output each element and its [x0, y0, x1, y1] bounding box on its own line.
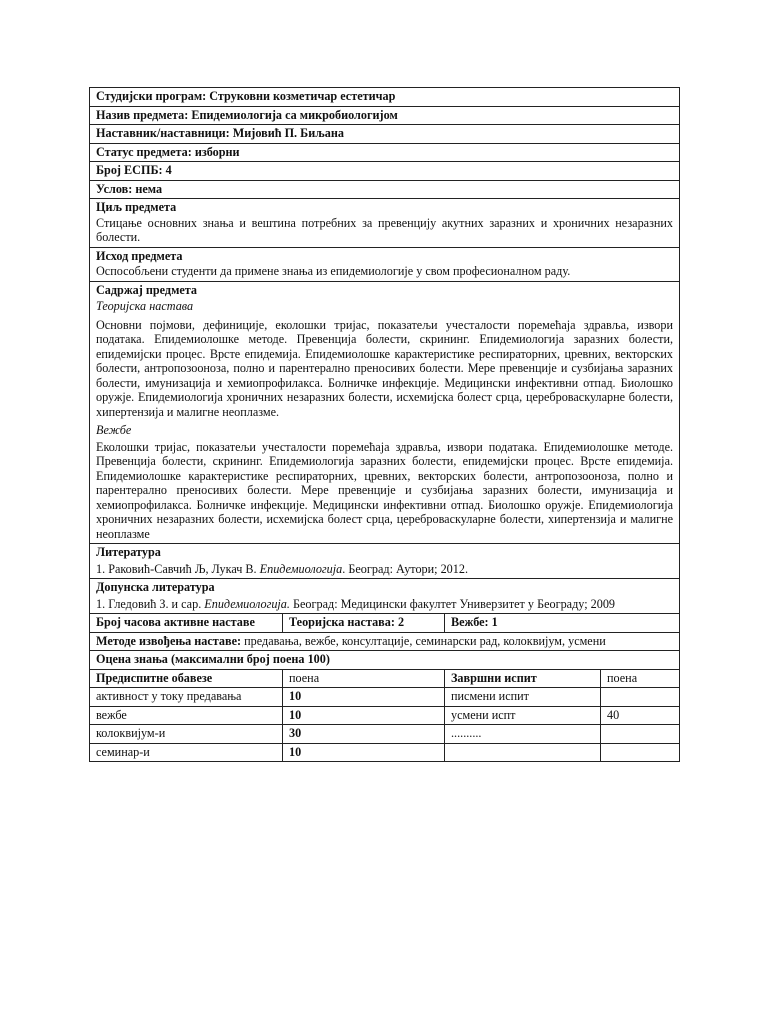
goal-text: Стицање основних знања и вештина потребних за превенцију акутних заразних и хроничних незаразних болести. — [96, 215, 674, 244]
grading-cell-points: 10 — [283, 688, 445, 707]
course-syllabus-table-wrapper — [89, 87, 679, 762]
theory-text: Основни појмови, дефиниције, еколошки тријас, показатељи учесталости поремећаја здравља, извори података. Епидемиолошке методе. Превенција болести, скрининг. Епидемиологија заразних болести, епидемијски процес. Врсте епидемија. Епидемиолошке карактеристике респираторних, цревних, векторских болести, антропозоонозa, полно и парентерално преносивих болести. Мере превенције и сузбијања заразних болести, имунизација и хемиопрофилакса. Болничке инфекције. Медицински инфективни отпад. Биолошко оружје. Епидемиологија хроничних незаразних болести, исхемијска болест срца, цереброваскуларне болести, хипертензија и малигне неоплазме. — [96, 317, 674, 419]
grading-cell-exam-points — [601, 743, 680, 762]
ects-row: Број ЕСПБ: 4 — [90, 162, 680, 181]
content-title: Садржај предмета — [96, 282, 198, 297]
grading-cell-exam-points: 40 — [601, 706, 680, 725]
literature-title: Литература — [96, 545, 161, 559]
grading-row — [90, 688, 680, 707]
prerequisite-row: Услов: нема — [90, 180, 680, 199]
literature-publisher: . Београд: Аутори; 2012. — [342, 561, 469, 576]
extra-literature-item — [96, 597, 673, 612]
extra-literature-section — [90, 579, 680, 614]
program-row: Студијски програм: Струковни козметичар естетичар — [90, 88, 680, 107]
literature-section — [90, 544, 680, 579]
grading-title: Оцена знања (максимални број поена 100) — [90, 651, 680, 670]
grading-cell-exam-points — [601, 725, 680, 744]
outcome-text: Оспособљени студенти да примене знања из епидемиологије у свом професионалном раду. — [96, 264, 571, 278]
grading-cell-obligation: колоквијум-и — [90, 725, 283, 744]
methods-row — [90, 632, 680, 651]
outcome-section — [90, 247, 680, 281]
extra-literature-book-title: Епидемиологија. — [204, 596, 290, 611]
literature-authors: 1. Раковић-Савчић Љ, Лукач В. — [96, 561, 260, 576]
grading-header-pre-exam: Предиспитне обавезе — [90, 669, 283, 688]
grading-row — [90, 743, 680, 762]
grading-cell-points: 10 — [283, 706, 445, 725]
course-name-row: Назив предмета: Епидемиологија са микробиологијом — [90, 106, 680, 125]
literature-item — [96, 562, 673, 577]
grading-cell-points: 30 — [283, 725, 445, 744]
grading-row — [90, 725, 680, 744]
content-section — [90, 281, 680, 544]
grading-cell-exam: усмени испт — [445, 706, 601, 725]
extra-literature-authors: 1. Гледовић З. и сар. — [96, 596, 205, 611]
theory-subtitle: Теоријска настава — [96, 299, 194, 313]
methods-label: Методе извођења наставе: — [96, 633, 242, 648]
methods-text: предавања, вежбе, консултације, семинарски рад, колоквијум, усмени — [241, 633, 606, 648]
grading-cell-exam — [445, 743, 601, 762]
hours-label: Број часова активне наставе — [90, 614, 283, 633]
grading-row — [90, 706, 680, 725]
grading-header-points: поена — [283, 669, 445, 688]
hours-practice: Вежбе: 1 — [445, 614, 680, 633]
grading-cell-obligation: вежбе — [90, 706, 283, 725]
extra-literature-title: Допунска литература — [96, 580, 215, 594]
goal-title: Циљ предмета — [96, 200, 177, 214]
grading-header-final-points: поена — [601, 669, 680, 688]
outcome-title: Исход предмета — [96, 248, 183, 263]
practice-subtitle: Вежбе — [96, 423, 132, 437]
grading-cell-obligation: семинар-и — [90, 743, 283, 762]
hours-theory: Теоријска настава: 2 — [283, 614, 445, 633]
practice-text: Еколошки тријас, показатељи учесталости поремећаја здравља, извори података. Епидемиолошке методе. Превенција болести, скрининг. Епидемиологија заразних болести, епидемијски процес. Врсте епидемија. Епидемиолошке карактеристике респираторних, цревних, векторских болести, антропозоонозa, полно и парентерално преносивих болести. Мере превенције и сузбијања заразних болести, имунизација и хемиопрофилакса. Болничке инфекције. Медицински инфективни отпад. Биолошко оружје. Епидемиологија хроничних незаразних болести, исхемијска болест срца, цереброваскуларне болести, хипертензија и малигне неоплазме — [96, 439, 674, 541]
grading-cell-exam: писмени испит — [445, 688, 601, 707]
status-row: Статус предмета: изборни — [90, 143, 680, 162]
grading-cell-points: 10 — [283, 743, 445, 762]
grading-cell-exam: .......... — [445, 725, 601, 744]
extra-literature-publisher: Београд: Медицински факултет Универзитет у Београду; 2009 — [289, 596, 616, 611]
grading-header-final-exam: Завршни испит — [445, 669, 601, 688]
grading-cell-obligation: активност у току предавања — [90, 688, 283, 707]
goal-section — [90, 199, 680, 248]
teacher-row: Наставник/наставници: Мијовић П. Биљана — [90, 125, 680, 144]
literature-book-title: Епидемиологија — [259, 561, 343, 576]
grading-cell-exam-points — [601, 688, 680, 707]
course-syllabus-table — [89, 87, 680, 762]
